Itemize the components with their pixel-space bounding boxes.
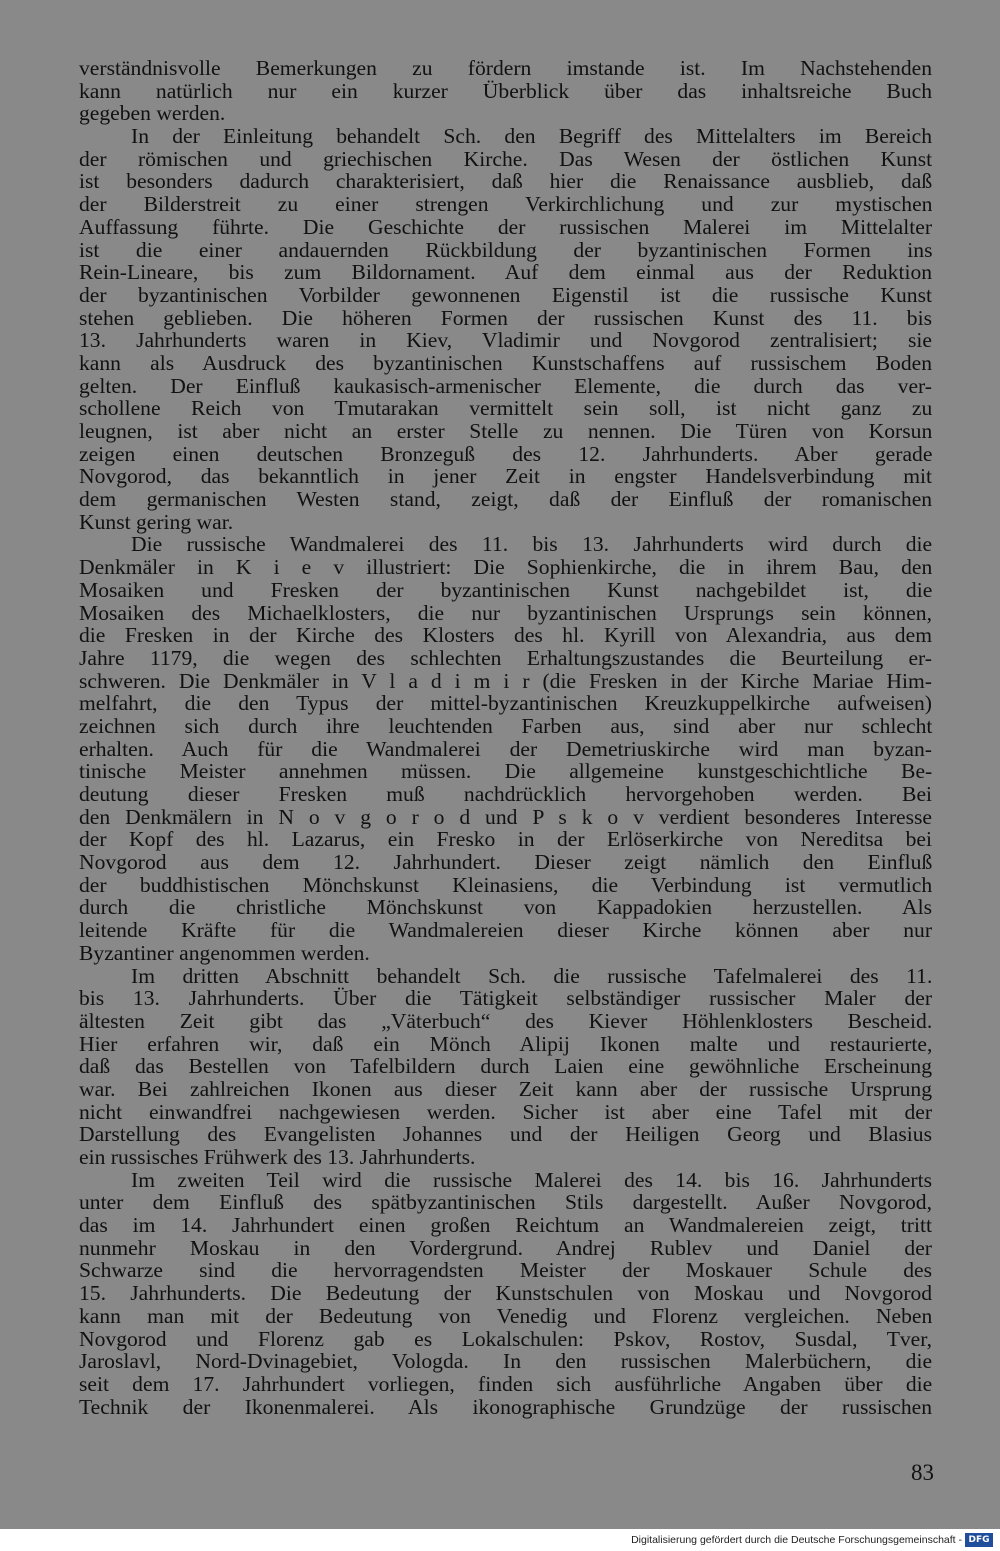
text-line: Im dritten Abschnitt behandelt Sch. die russische Tafelmalerei des 11. — [131, 963, 933, 988]
text-line: Im zweiten Teil wird die russische Malerei des 14. bis 16. Jahrhunderts — [131, 1167, 932, 1192]
text-line: leugnen, ist aber nicht an erster Stelle zu nennen. Die Türen von Korsun — [79, 419, 933, 443]
text-line: schollene Reich von Tmutarakan vermittelt sein soll, ist nicht ganz zu — [79, 396, 933, 421]
text-line: Jahre 1179, die wegen des schlechten Erhaltungszustandes die Beurteilung er- — [79, 645, 932, 670]
text-line: gelten. Der Einfluß kaukasisch-armenischer Elemente, die durch das ver- — [79, 373, 932, 398]
text-line: deutung dieser Fresken muß nachdrücklich hervorgehoben werden. Bei — [79, 782, 933, 806]
text-line: war. Bei zahlreichen Ikonen aus dieser Zeit kann aber der russische Ursprung — [79, 1076, 932, 1101]
text-line: tinische Meister annehmen müssen. Die allgemeine kunstgeschichtliche Be- — [79, 759, 933, 784]
text-line: In der Einleitung behandelt Sch. den Begriff des Mittelalters im Bereich — [131, 124, 932, 149]
text-line: Mosaiken des Michaelklosters, die nur byzantinischen Ursprungs sein können, — [79, 600, 932, 625]
text-line: Byzantiner angenommen werden. — [79, 940, 370, 965]
text-line: Novgorod, das bekanntlich in jener Zeit in engster Handelsverbindung mit — [79, 464, 932, 489]
text-line: Mosaiken und Fresken der byzantinischen Kunst nachgebildet ist, die — [79, 577, 933, 602]
footer-bar — [0, 1529, 1000, 1551]
text-line: Darstellung des Evangelisten Johannes und der Heiligen Georg und Blasius — [79, 1122, 932, 1147]
text-line: Hier erfahren wir, daß ein Mönch Alipij Ikonen malte und restaurierte, — [79, 1031, 933, 1056]
text-line: Die russische Wandmalerei des 11. bis 13. Jahrhunderts wird durch die — [131, 532, 933, 557]
text-line: gegeben werden. — [79, 101, 226, 126]
text-line: durch die christliche Mönchskunst von Kappadokien herzustellen. Als — [79, 895, 932, 920]
text-line: bis 13. Jahrhunderts. Über die Tätigkeit selbständiger russischer Maler der — [79, 986, 933, 1011]
text-line: ein russisches Frühwerk des 13. Jahrhunderts. — [79, 1145, 476, 1169]
text-line: stehen geblieben. Die höheren Formen der russischen Kunst des 11. bis — [79, 305, 932, 330]
text-line: ältesten Zeit gibt das „Väterbuch“ des Kiever Höhlenklosters Bescheid. — [79, 1008, 933, 1033]
text-line: zeigen einen deutschen Bronzeguß des 12. Jahrhunderts. Aber gerade — [79, 441, 933, 466]
text-line: der Kopf des hl. Lazarus, ein Fresko in der Erlöserkirche von Nereditsa bei — [79, 827, 932, 852]
text-line: Kunst gering war. — [79, 509, 234, 534]
text-line: Schwarze sind die hervorragendsten Meister der Moskauer Schule des — [79, 1258, 932, 1283]
page-number: 83 — [911, 1460, 934, 1485]
text-line: der buddhistischen Mönchskunst Kleinasiens, die Verbindung ist vermutlich — [79, 872, 933, 897]
text-line: das im 14. Jahrhundert einen großen Reichtum an Wandmalereien zeigt, tritt — [79, 1213, 932, 1238]
text-line: ist besonders dadurch charakterisiert, daß hier die Renaissance ausblieb, daß — [79, 169, 933, 194]
text-line: Rein-Lineare, bis zum Bildornament. Auf dem einmal aus der Reduktion — [79, 260, 933, 285]
text-line: 13. Jahrhunderts waren in Kiev, Vladimir und Novgorod zentralisiert; sie — [79, 328, 932, 353]
text-line: nunmehr Moskau in den Vordergrund. Andrej Rublev und Daniel der — [79, 1235, 932, 1260]
text-line: den Denkmälern in N o v g o r o d und P s k o v verdient besonderes Interesse — [79, 804, 932, 829]
text-line: die Fresken in der Kirche des Klosters des hl. Kyrill von Alexandria, aus dem — [79, 623, 932, 648]
text-line: Novgorod aus dem 12. Jahrhundert. Dieser zeigt nämlich den Einfluß — [79, 850, 933, 875]
body-text — [79, 57, 932, 1418]
text-line: der römischen und griechischen Kirche. Das Wesen der östlichen Kunst — [79, 146, 933, 171]
text-line: nicht einwandfrei nachgewiesen werden. Sicher ist aber eine Tafel mit der — [79, 1099, 933, 1124]
text-line: kann als Ausdruck des byzantinischen Kunstschaffens auf russischem Boden — [79, 350, 932, 375]
text-line: melfahrt, die den Typus der mittel-byzantinischen Kreuzkuppelkirche aufweisen) — [79, 691, 932, 716]
text-line: dem germanischen Westen stand, zeigt, daß der Einfluß der romanischen — [79, 487, 933, 512]
text-line: ist die einer andauernden Rückbildung der byzantinischen Formen ins — [79, 237, 933, 262]
text-line: unter dem Einfluß des spätbyzantinischen Stils dargestellt. Außer Novgorod, — [79, 1190, 932, 1215]
text-line: Denkmäler in K i e v illustriert: Die Sophienkirche, die in ihrem Bau, den — [79, 555, 933, 580]
text-line: kann natürlich nur ein kurzer Überblick über das inhaltsreiche Buch — [79, 78, 933, 103]
text-line: schweren. Die Denkmäler in V l a d i m i r (die Fresken in der Kirche Mariae Him- — [79, 668, 932, 693]
text-line: kann man mit der Bedeutung von Venedig und Florenz vergleichen. Neben — [79, 1303, 933, 1328]
text-line: 15. Jahrhunderts. Die Bedeutung der Kunstschulen von Moskau und Novgorod — [79, 1281, 933, 1306]
text-line: daß das Bestellen von Tafelbildern durch Laien eine gewöhnliche Erscheinung — [79, 1054, 932, 1079]
text-line: verständnisvolle Bemerkungen zu fördern imstande ist. Im Nachstehenden — [79, 56, 933, 80]
text-line: erhalten. Auch für die Wandmalerei der Demetriuskirche wird man byzan- — [79, 736, 932, 761]
text-line: zeichnen sich durch ihre leuchtenden Farben aus, sind aber nur schlecht — [79, 713, 933, 738]
text-line: der Bilderstreit zu einer strengen Verkirchlichung und zur mystischen — [79, 192, 933, 217]
dfg-logo: DFG — [965, 1533, 993, 1547]
text-line: der byzantinischen Vorbilder gewonnenen Eigenstil ist die russische Kunst — [79, 282, 932, 307]
text-line: Auffassung führte. Die Geschichte der russischen Malerei im Mittelalter — [79, 214, 933, 239]
text-line: leitende Kräfte für die Wandmalereien dieser Kirche können aber nur — [79, 918, 933, 943]
text-line: Novgorod und Florenz gab es Lokalschulen: Pskov, Rostov, Susdal, Tver, — [79, 1326, 932, 1351]
text-line: seit dem 17. Jahrhundert vorliegen, finden sich ausführliche Angaben über die — [79, 1371, 933, 1396]
footer-credit: Digitalisierung gefördert durch die Deutsche Forschungsgemeinschaft - — [631, 1534, 962, 1546]
text-line: Technik der Ikonenmalerei. Als ikonographische Grundzüge der russischen — [79, 1394, 932, 1419]
text-line: Jaroslavl, Nord-Dvinagebiet, Vologda. In den russischen Malerbüchern, die — [79, 1349, 933, 1374]
